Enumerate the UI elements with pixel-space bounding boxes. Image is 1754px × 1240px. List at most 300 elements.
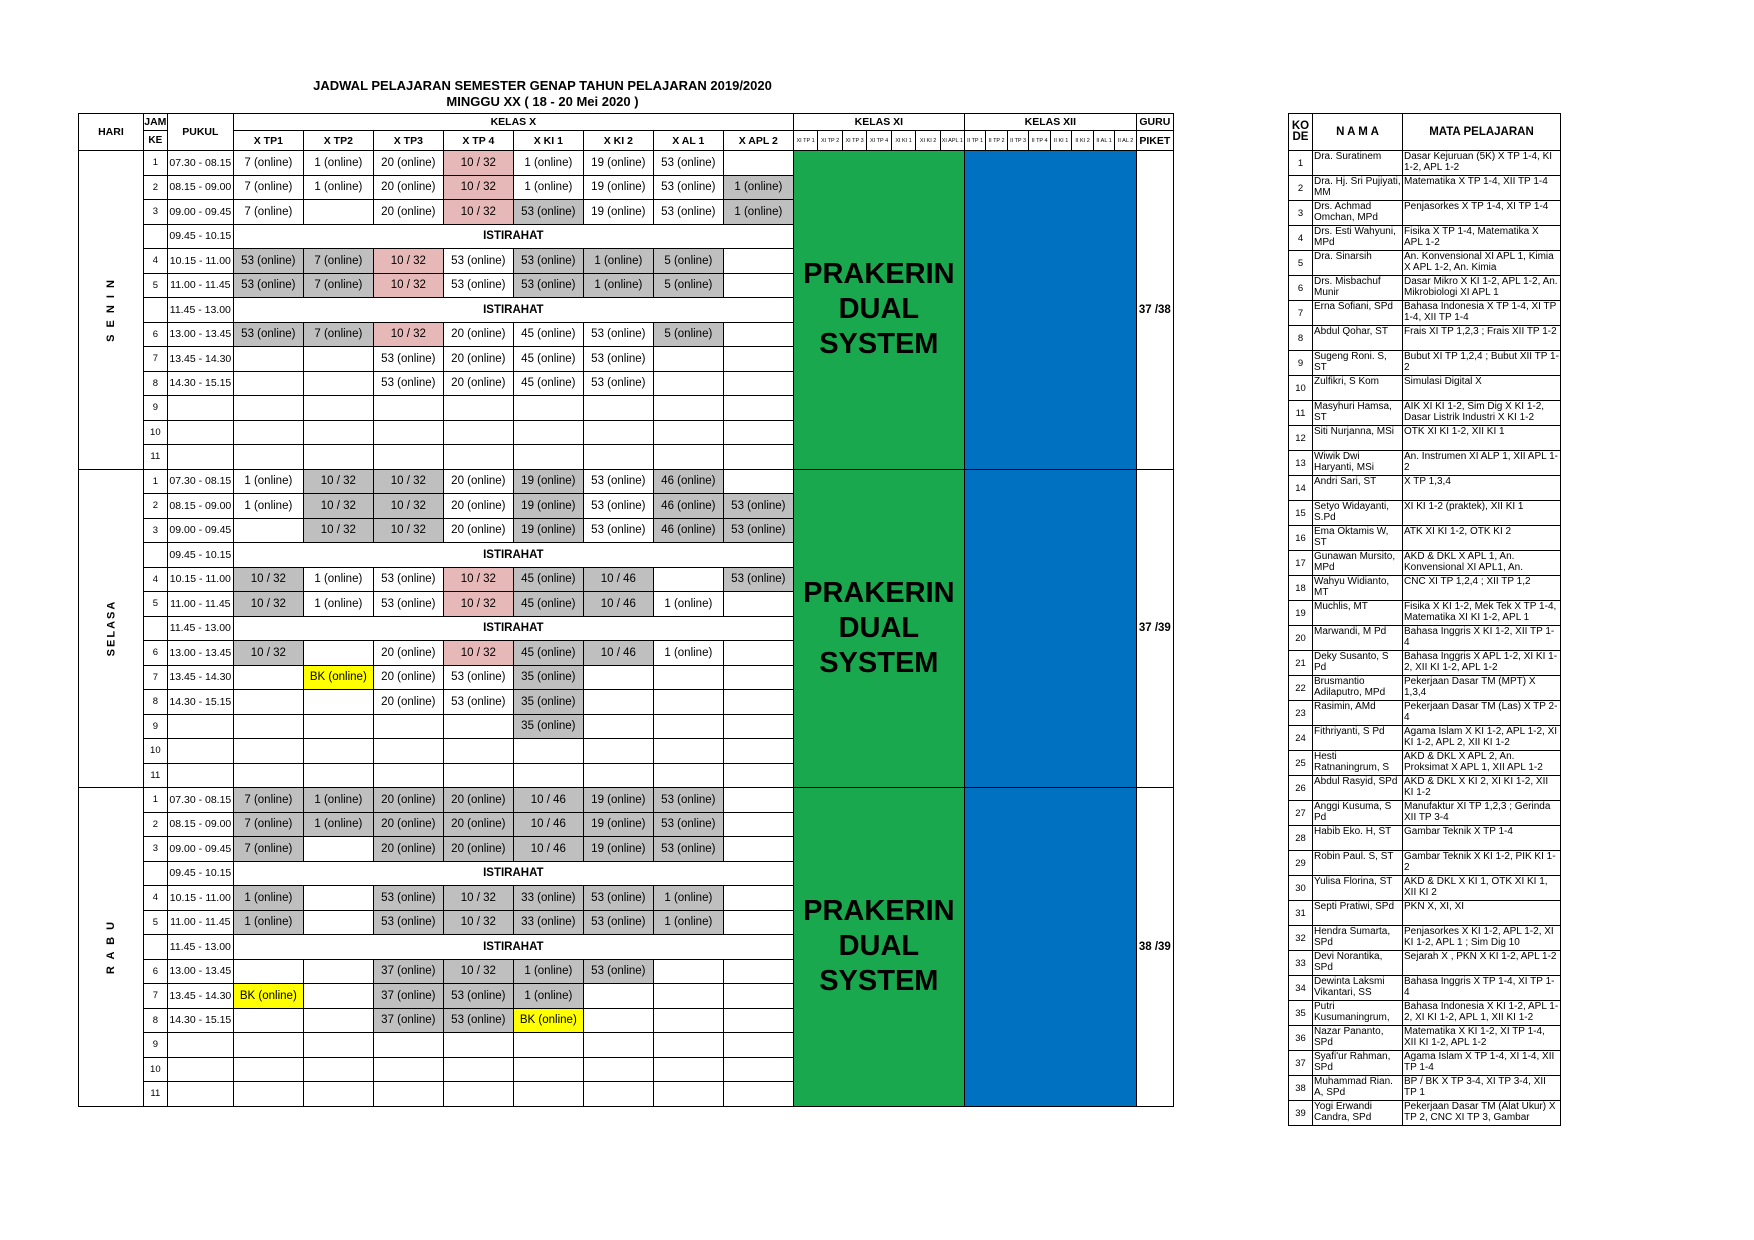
lesson-cell: 7 (online) [303,249,373,274]
lesson-cell: 45 (online) [513,347,583,372]
lesson-cell [303,396,373,421]
day-label [79,469,144,788]
lesson-cell: 19 (online) [583,788,653,813]
lesson-cell: 1 (online) [303,567,373,592]
lesson-cell: 53 (online) [583,886,653,911]
lesson-cell [443,445,513,470]
header-kode: KO DE [1289,114,1313,151]
lesson-cell: 10 / 32 [373,322,443,347]
staff-subject: CNC XI TP 1,2,4 ; XII TP 1,2 [1403,576,1561,601]
staff-code: 24 [1289,726,1313,751]
lesson-cell: 53 (online) [653,788,723,813]
time-slot: 14.30 - 15.15 [167,371,233,396]
staff-name: Yogi Erwandi Candra, SPd [1313,1101,1403,1126]
lesson-cell: 53 (online) [233,249,303,274]
lesson-cell [723,445,793,470]
lesson-cell [723,910,793,935]
lesson-cell [233,959,303,984]
lesson-cell [303,739,373,764]
staff-subject: ATK XI KI 1-2, OTK KI 2 [1403,526,1561,551]
jam-ke [143,298,167,323]
lesson-cell: 53 (online) [373,371,443,396]
prakerin-text: SYSTEM [819,965,939,998]
staff-subject: OTK XI KI 1-2, XII KI 1 [1403,426,1561,451]
lesson-cell: 7 (online) [233,151,303,176]
lesson-cell [653,1008,723,1033]
lesson-cell [583,665,653,690]
jam-ke: 6 [143,959,167,984]
lesson-cell: 45 (online) [513,322,583,347]
staff-row [1289,151,1561,176]
staff-subject: AKD & DKL X APL 2, An. Proksimat X APL 1, XII APL 1-2 [1403,751,1561,776]
guru-piket-value: 37 /39 [1136,469,1173,788]
staff-code: 18 [1289,576,1313,601]
staff-subject: An. Instrumen XI ALP 1, XII APL 1-2 [1403,451,1561,476]
staff-name: Deky Susanto, S Pd [1313,651,1403,676]
staff-name: Setyo Widayanti, S.Pd [1313,501,1403,526]
lesson-cell [373,739,443,764]
jam-ke: 5 [143,910,167,935]
lesson-cell: 53 (online) [583,347,653,372]
lesson-cell [723,1008,793,1033]
lesson-cell: 1 (online) [653,641,723,666]
lesson-cell [303,714,373,739]
lesson-cell: 10 / 32 [373,494,443,519]
lesson-cell: 53 (online) [373,567,443,592]
jam-ke: 8 [143,371,167,396]
staff-name: Siti Nurjanna, MSi [1313,426,1403,451]
staff-code: 22 [1289,676,1313,701]
lesson-cell: 20 (online) [443,788,513,813]
lesson-cell: 45 (online) [513,641,583,666]
lesson-cell: 1 (online) [303,151,373,176]
lesson-cell: 10 / 32 [443,592,513,617]
lesson-cell [303,445,373,470]
lesson-cell [653,665,723,690]
header-class-xii: II TP 2 [986,131,1008,151]
lesson-cell: 35 (online) [513,665,583,690]
lesson-cell [373,1082,443,1107]
time-slot [167,739,233,764]
header-class-xii: II KI 2 [1072,131,1094,151]
lesson-cell: 45 (online) [513,592,583,617]
staff-subject: Matematika X TP 1-4, XII TP 1-4 [1403,176,1561,201]
lesson-cell: 53 (online) [653,200,723,225]
lesson-cell [653,371,723,396]
time-slot: 13.45 - 14.30 [167,347,233,372]
staff-name: Zulfikri, S Kom [1313,376,1403,401]
jam-ke: 1 [143,469,167,494]
schedule-row [79,469,1174,494]
lesson-cell [723,812,793,837]
staff-row [1289,826,1561,851]
prakerin-block [793,788,964,1107]
header-class-x: X TP3 [373,131,443,151]
lesson-cell: 10 / 32 [373,469,443,494]
time-slot: 14.30 - 15.15 [167,690,233,715]
prakerin-text: DUAL [838,293,920,326]
staff-code: 10 [1289,376,1313,401]
time-slot: 10.15 - 11.00 [167,886,233,911]
lesson-cell [303,910,373,935]
lesson-cell [723,469,793,494]
lesson-cell [303,763,373,788]
header-kelas-xi: KELAS XI [793,114,964,131]
guru-piket-value: 38 /39 [1136,788,1173,1107]
time-slot: 09.45 - 10.15 [167,543,233,568]
lesson-cell: 53 (online) [723,518,793,543]
staff-subject: XI KI 1-2 (praktek), XII KI 1 [1403,501,1561,526]
lesson-cell: 20 (online) [373,690,443,715]
lesson-cell [583,1082,653,1107]
lesson-cell: 19 (online) [583,151,653,176]
jam-ke: 6 [143,641,167,666]
jam-ke: 7 [143,984,167,1009]
lesson-cell [653,347,723,372]
staff-subject: Simulasi Digital X [1403,376,1561,401]
jam-ke: 5 [143,592,167,617]
staff-row [1289,726,1561,751]
time-slot: 07.30 - 08.15 [167,151,233,176]
lesson-cell [443,763,513,788]
lesson-cell: 20 (online) [373,665,443,690]
lesson-cell [653,739,723,764]
staff-subject: Manufaktur XI TP 1,2,3 ; Gerinda XII TP 3-4 [1403,801,1561,826]
lesson-cell: 1 (online) [723,200,793,225]
staff-subject: AKD & DKL X KI 2, XI KI 1-2, XII KI 1-2 [1403,776,1561,801]
lesson-cell: 33 (online) [513,886,583,911]
prakerin-block [793,151,964,470]
lesson-cell: 1 (online) [653,910,723,935]
time-slot: 13.45 - 14.30 [167,665,233,690]
lesson-cell: 1 (online) [513,175,583,200]
break-label: ISTIRAHAT [233,224,793,249]
header-pukul: PUKUL [167,114,233,151]
lesson-cell: 33 (online) [513,910,583,935]
staff-subject: An. Konvensional XI APL 1, Kimia X APL 1-2, An. Kimia [1403,251,1561,276]
time-slot: 07.30 - 08.15 [167,788,233,813]
lesson-cell [583,1033,653,1058]
lesson-cell: 20 (online) [373,812,443,837]
lesson-cell: 53 (online) [373,592,443,617]
lesson-cell: 19 (online) [583,200,653,225]
time-slot: 09.00 - 09.45 [167,837,233,862]
header-class-xii: II TP 3 [1007,131,1029,151]
lesson-cell [653,1082,723,1107]
lesson-cell: 19 (online) [513,494,583,519]
staff-row [1289,401,1561,426]
lesson-cell [723,641,793,666]
time-slot: 11.45 - 13.00 [167,616,233,641]
lesson-cell: 53 (online) [653,812,723,837]
lesson-cell [723,151,793,176]
lesson-cell: 20 (online) [443,347,513,372]
lesson-cell: 46 (online) [653,518,723,543]
time-slot [167,1057,233,1082]
staff-code: 19 [1289,601,1313,626]
lesson-cell: 7 (online) [303,273,373,298]
lesson-cell [583,984,653,1009]
time-slot [167,763,233,788]
lesson-cell: 1 (online) [233,886,303,911]
lesson-cell [513,445,583,470]
staff-subject: Fisika X KI 1-2, Mek Tek X TP 1-4, Matematika XI KI 1-2, APL 1 [1403,601,1561,626]
staff-row [1289,901,1561,926]
header-class-xii: II KI 1 [1050,131,1072,151]
lesson-cell: 37 (online) [373,984,443,1009]
lesson-cell [723,984,793,1009]
staff-subject: X TP 1,3,4 [1403,476,1561,501]
lesson-cell [723,347,793,372]
lesson-cell: 1 (online) [233,910,303,935]
lesson-cell [583,420,653,445]
lesson-cell: 53 (online) [443,984,513,1009]
lesson-cell [723,690,793,715]
jam-ke: 4 [143,886,167,911]
lesson-cell [723,788,793,813]
time-slot: 09.45 - 10.15 [167,861,233,886]
header-jam-ke: KE [143,131,167,151]
time-slot: 08.15 - 09.00 [167,175,233,200]
lesson-cell: 53 (online) [653,837,723,862]
lesson-cell: 10 / 32 [303,469,373,494]
time-slot [167,1082,233,1107]
header-mapel: MATA PELAJARAN [1403,114,1561,151]
lesson-cell [653,567,723,592]
lesson-cell [443,420,513,445]
kelas-xii-block [964,469,1136,788]
staff-code: 7 [1289,301,1313,326]
staff-code: 36 [1289,1026,1313,1051]
staff-code: 37 [1289,1051,1313,1076]
jam-ke [143,861,167,886]
time-slot [167,445,233,470]
header-class-xi: XI KI 1 [891,131,916,151]
staff-name: Brusmantio Adilaputro, MPd [1313,676,1403,701]
staff-name: Septi Pratiwi, SPd [1313,901,1403,926]
header-class-xi: XI TP 1 [793,131,818,151]
kelas-xii-block [964,151,1136,470]
lesson-cell [583,445,653,470]
staff-row [1289,451,1561,476]
staff-row [1289,476,1561,501]
jam-ke: 3 [143,518,167,543]
lesson-cell: 1 (online) [583,249,653,274]
staff-code: 11 [1289,401,1313,426]
staff-subject: Bubut XI TP 1,2,4 ; Bubut XII TP 1-2 [1403,351,1561,376]
lesson-cell: 53 (online) [443,1008,513,1033]
lesson-cell [233,763,303,788]
staff-code: 6 [1289,276,1313,301]
jam-ke: 4 [143,249,167,274]
staff-code: 33 [1289,951,1313,976]
lesson-cell: 53 (online) [583,910,653,935]
staff-row [1289,526,1561,551]
staff-name: Syafi'ur Rahman, SPd [1313,1051,1403,1076]
lesson-cell: 53 (online) [583,518,653,543]
staff-row [1289,501,1561,526]
lesson-cell [233,665,303,690]
staff-name: Dewinta Laksmi Vikantari, SS [1313,976,1403,1001]
lesson-cell [303,200,373,225]
lesson-cell [303,1057,373,1082]
staff-subject: Bahasa Indonesia X KI 1-2, APL 1-2, XI KI 1-2, APL 1, XII KI 1-2 [1403,1001,1561,1026]
lesson-cell [513,420,583,445]
time-slot: 08.15 - 09.00 [167,812,233,837]
staff-row [1289,951,1561,976]
jam-ke [143,935,167,960]
lesson-cell: 20 (online) [443,812,513,837]
lesson-cell [233,347,303,372]
jam-ke: 9 [143,396,167,421]
lesson-cell: 10 / 46 [583,567,653,592]
lesson-cell [653,959,723,984]
lesson-cell: 53 (online) [513,273,583,298]
lesson-cell [303,347,373,372]
staff-row [1289,751,1561,776]
lesson-cell [583,763,653,788]
staff-row [1289,201,1561,226]
lesson-cell [233,1008,303,1033]
lesson-cell: 10 / 32 [373,249,443,274]
lesson-cell: 7 (online) [303,322,373,347]
jam-ke: 6 [143,322,167,347]
staff-row [1289,1051,1561,1076]
lesson-cell [723,249,793,274]
staff-name: Robin Paul. S, ST [1313,851,1403,876]
lesson-cell: 7 (online) [233,812,303,837]
lesson-cell: 20 (online) [373,200,443,225]
jam-ke: 7 [143,347,167,372]
header-class-xi: XI TP 2 [818,131,843,151]
lesson-cell: 10 / 46 [583,592,653,617]
lesson-cell [443,714,513,739]
staff-code: 35 [1289,1001,1313,1026]
day-name: S E N I N [104,277,117,342]
header-class-x: X TP1 [233,131,303,151]
staff-subject: Pekerjaan Dasar TM (Las) X TP 2-4 [1403,701,1561,726]
lesson-cell: 1 (online) [513,959,583,984]
break-label: ISTIRAHAT [233,861,793,886]
staff-row [1289,651,1561,676]
jam-ke: 1 [143,788,167,813]
lesson-cell [583,714,653,739]
time-slot [167,1033,233,1058]
lesson-cell: 20 (online) [443,371,513,396]
staff-subject: Agama Islam X TP 1-4, XI 1-4, XII TP 1-4 [1403,1051,1561,1076]
lesson-cell [373,1057,443,1082]
day-name: SELASA [104,599,117,657]
lesson-cell [723,420,793,445]
staff-row [1289,226,1561,251]
staff-code: 2 [1289,176,1313,201]
staff-row [1289,376,1561,401]
staff-code: 17 [1289,551,1313,576]
lesson-cell: BK (online) [303,665,373,690]
lesson-cell: 10 / 32 [443,567,513,592]
staff-name: Muchlis, MT [1313,601,1403,626]
lesson-cell [233,739,303,764]
staff-name: Dra. Hj. Sri Pujiyati, MM [1313,176,1403,201]
prakerin-text: DUAL [838,611,920,644]
prakerin-text: PRAKERIN [803,258,955,291]
lesson-cell [303,886,373,911]
lesson-cell [303,984,373,1009]
lesson-cell [723,396,793,421]
lesson-cell: 20 (online) [443,837,513,862]
lesson-cell [373,763,443,788]
lesson-cell: BK (online) [233,984,303,1009]
header-class-xii: II AL 2 [1115,131,1137,151]
header-nama: N A M A [1313,114,1403,151]
jam-ke: 2 [143,175,167,200]
staff-row [1289,1076,1561,1101]
lesson-cell: 1 (online) [233,469,303,494]
staff-name: Yulisa Florina, ST [1313,876,1403,901]
staff-code: 20 [1289,626,1313,651]
lesson-cell [583,396,653,421]
time-slot: 14.30 - 15.15 [167,1008,233,1033]
jam-ke: 10 [143,1057,167,1082]
lesson-cell: 5 (online) [653,273,723,298]
staff-name: Devi Norantika, SPd [1313,951,1403,976]
prakerin-block [793,469,964,788]
time-slot: 13.00 - 13.45 [167,959,233,984]
staff-row [1289,576,1561,601]
lesson-cell: 53 (online) [583,959,653,984]
lesson-cell: 20 (online) [443,518,513,543]
lesson-cell: 37 (online) [373,1008,443,1033]
schedule-title: JADWAL PELAJARAN SEMESTER GENAP TAHUN PELAJARAN 2019/2020 [313,78,772,93]
staff-code: 31 [1289,901,1313,926]
lesson-cell: 1 (online) [653,592,723,617]
lesson-cell [303,837,373,862]
header-class-xii: II AL 1 [1093,131,1115,151]
lesson-cell: 7 (online) [233,200,303,225]
jam-ke: 2 [143,812,167,837]
lesson-cell [513,1033,583,1058]
staff-row [1289,876,1561,901]
staff-name: Andri Sari, ST [1313,476,1403,501]
lesson-cell [443,1082,513,1107]
jam-ke [143,543,167,568]
day-name: R A B U [104,919,117,974]
lesson-cell [583,1057,653,1082]
lesson-cell: 10 / 32 [443,910,513,935]
header-hari: HARI [79,114,144,151]
staff-name: Dra. Sinarsih [1313,251,1403,276]
lesson-cell: 1 (online) [233,494,303,519]
lesson-cell [373,714,443,739]
lesson-cell [233,396,303,421]
lesson-cell: 10 / 46 [513,788,583,813]
schedule-row [79,151,1174,176]
staff-code: 27 [1289,801,1313,826]
lesson-cell [723,837,793,862]
lesson-cell [653,763,723,788]
lesson-cell [233,1033,303,1058]
staff-row [1289,801,1561,826]
lesson-cell: 10 / 32 [443,151,513,176]
lesson-cell: 20 (online) [373,788,443,813]
lesson-cell [723,1057,793,1082]
lesson-cell: 7 (online) [233,788,303,813]
lesson-cell [723,592,793,617]
prakerin-text: PRAKERIN [803,576,955,609]
lesson-cell: 53 (online) [443,690,513,715]
staff-subject: Frais XI TP 1,2,3 ; Frais XII TP 1-2 [1403,326,1561,351]
time-slot: 13.00 - 13.45 [167,641,233,666]
